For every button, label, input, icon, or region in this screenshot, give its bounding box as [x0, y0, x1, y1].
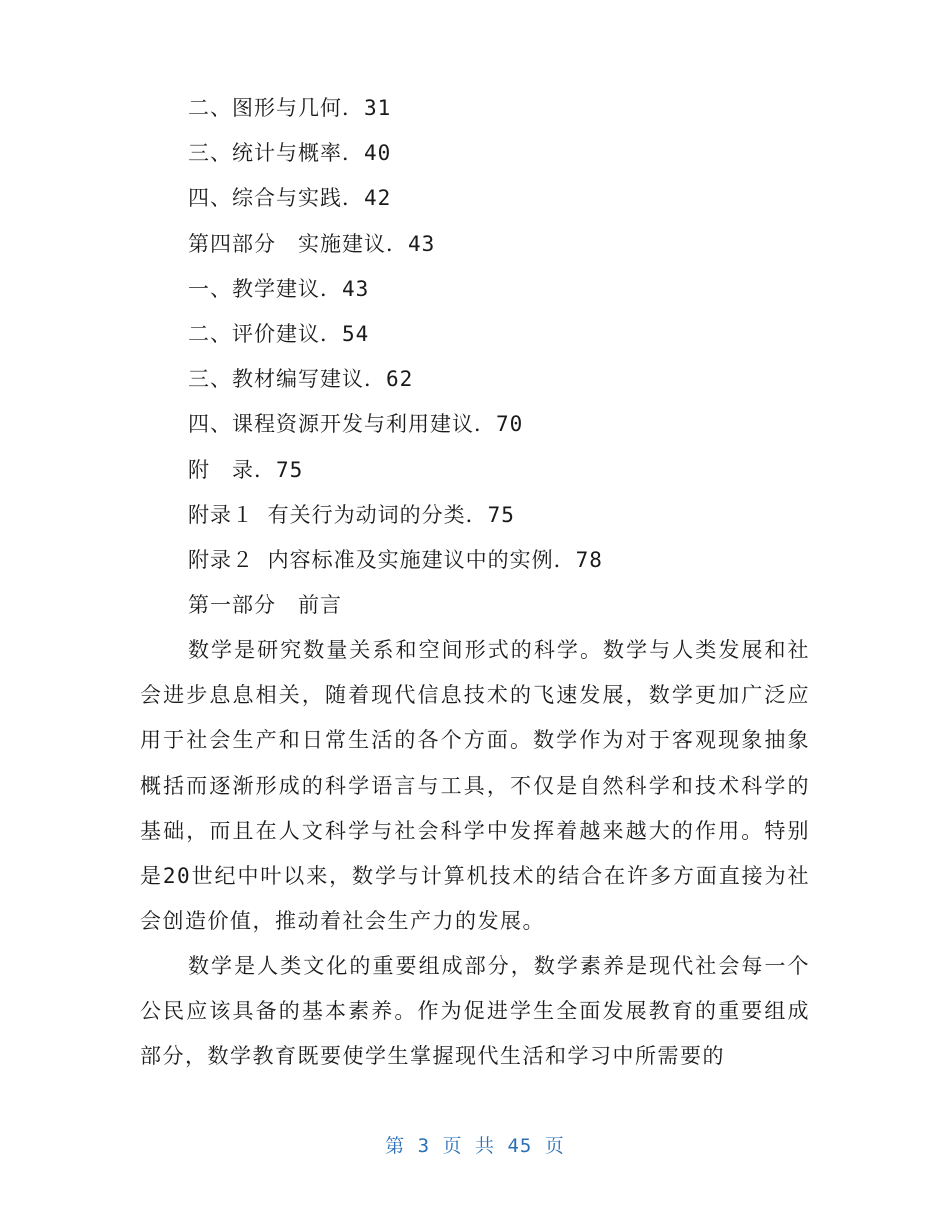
toc-item-evaluation-suggestions: 二、评价建议．54 [188, 321, 370, 346]
toc-item-appendix-2: 附录２ 内容标准及实施建议中的实例．78 [188, 547, 603, 572]
section-heading: 第一部分 前言 [188, 593, 342, 617]
page-footer [0, 1131, 950, 1158]
footer-prefix: 第 [385, 1135, 406, 1157]
toc-item-synthesis-practice: 四、综合与实践．42 [188, 186, 392, 211]
footer-suffix: 页 [544, 1135, 565, 1157]
footer-middle: 页 共 [442, 1135, 495, 1157]
toc-item-textbook-suggestions: 三、教材编写建议．62 [188, 367, 414, 392]
toc-item-resource-suggestions: 四、课程资源开发与利用建议．70 [188, 412, 524, 437]
footer-current-page: 3 [417, 1135, 431, 1157]
toc-item-part-four: 第四部分 实施建议．43 [188, 231, 436, 256]
body-paragraph: 数学是人类文化的重要组成部分，数学素养是现代社会每一个公民应该具备的基本素养。作为促进学生全面发展教育的重要组成部分，数学教育既要使学生掌握现代生活和学习中所需要的 [140, 954, 810, 1069]
footer-total-pages: 45 [507, 1135, 533, 1157]
toc-item-appendix-1: 附录１ 有关行为动词的分类．75 [188, 502, 515, 527]
toc-item-graphics-geometry: 二、图形与几何．31 [188, 96, 392, 120]
toc-item-statistics-probability: 三、统计与概率．40 [188, 141, 392, 166]
toc-item-teaching-suggestions: 一、教学建议．43 [188, 276, 370, 301]
table-of-contents [188, 86, 828, 583]
toc-item-appendix: 附 录．75 [188, 457, 304, 482]
body-paragraph: 数学是研究数量关系和空间形式的科学。数学与人类发展和社会进步息息相关，随着现代信息技术的飞速发展，数学更加广泛应用于社会生产和日常生活的各个方面。数学作为对于客观现象抽象概括而逐渐形成的科学语言与工具，不仅是自然科学和技术科学的基础，而且在人文科学与社会科学中发挥着越来越大的作用。特别是20世纪中叶以来，数学与计算机技术的结合在许多方面直接为社会创造价值，推动着社会生产力的发展。 [140, 638, 810, 934]
